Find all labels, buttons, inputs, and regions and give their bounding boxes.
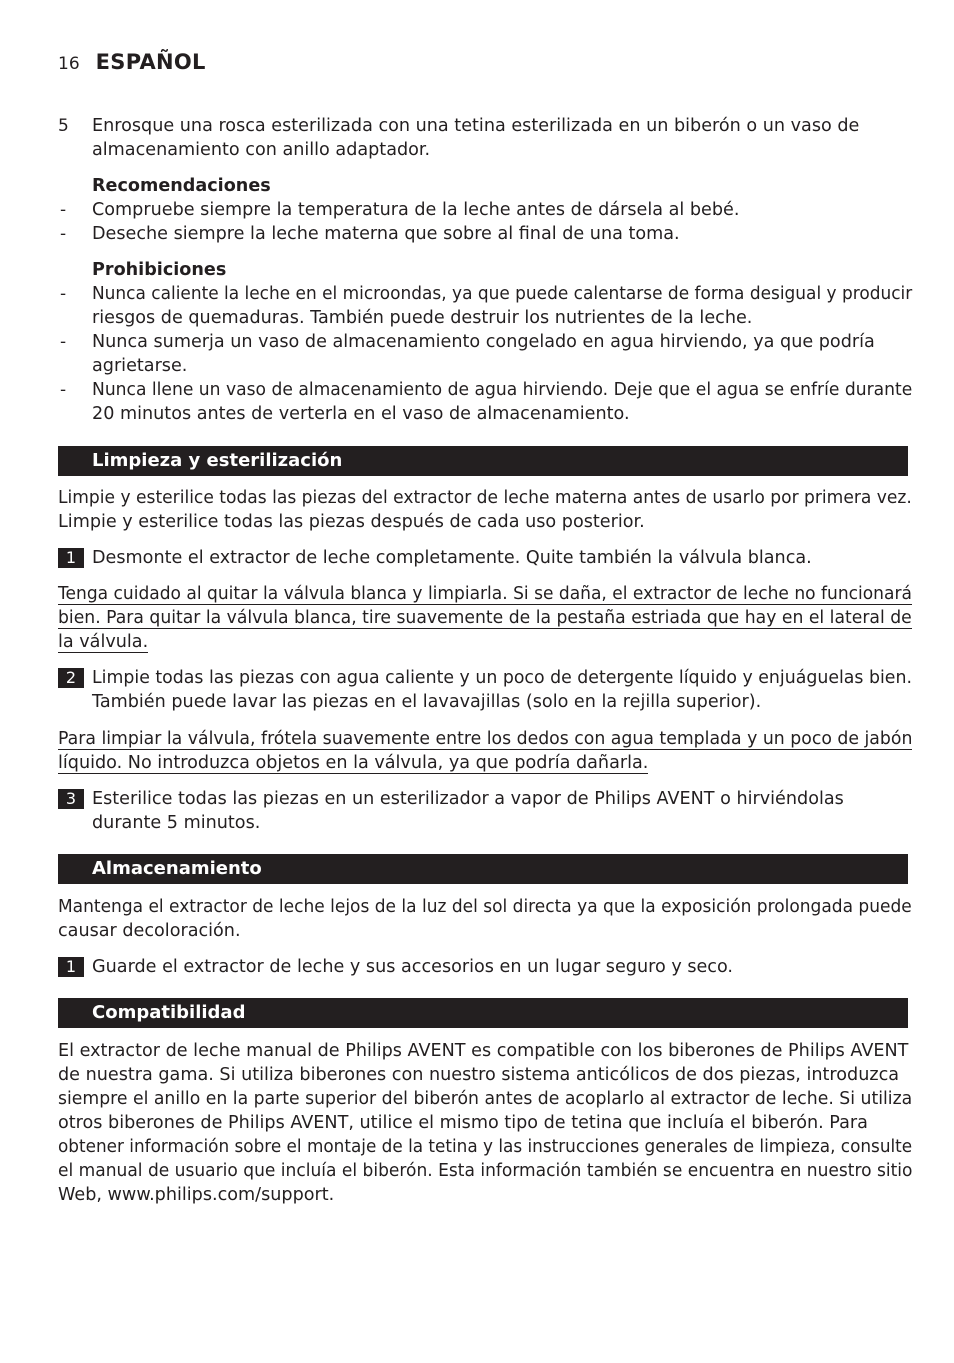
compatibilidad-line: El extractor de leche manual de Philips AVENT es compatible con los biberones de Philips AVENT xyxy=(58,1041,909,1061)
note-text: bien. Para quitar la válvula blanca, tire suavemente de la pestaña estriada que hay en el lateral de xyxy=(58,608,912,628)
step-text: También puede lavar las piezas en el lavavajillas (solo en la rejilla superior). xyxy=(92,692,762,712)
almacenamiento-intro-line: causar decoloración. xyxy=(58,921,241,941)
compatibilidad-line: obtener información sobre el montaje de la tetina y las instrucciones generales de limpieza, consulte xyxy=(58,1137,913,1157)
page-header xyxy=(58,50,206,74)
note-line xyxy=(58,751,648,775)
note-line xyxy=(58,582,912,606)
prohibicion-item-line: 20 minutos antes de verterla en el vaso de almacenamiento. xyxy=(92,404,630,424)
note-line xyxy=(58,606,912,630)
recomendacion-item: Deseche siempre la leche materna que sobre al final de una toma. xyxy=(92,224,680,244)
almacenamiento-intro-line: Mantenga el extractor de leche lejos de la luz del sol directa ya que la exposición prolongada puede xyxy=(58,897,912,917)
prohibiciones-title: Prohibiciones xyxy=(92,260,227,280)
step-text: durante 5 minutos. xyxy=(92,813,261,833)
prohibicion-item-line: Nunca llene un vaso de almacenamiento de agua hirviendo. Deje que el agua se enfríe durante xyxy=(92,380,913,400)
note-line xyxy=(58,727,912,751)
bullet-dash: - xyxy=(60,332,67,352)
note-text: Para limpiar la válvula, frótela suavemente entre los dedos con agua templada y un poco de jabón xyxy=(58,729,913,749)
bullet-dash: - xyxy=(60,380,67,400)
step-text: Limpie todas las piezas con agua caliente y un poco de detergente líquido y enjuáguelas bien. xyxy=(92,668,912,688)
section-heading-text: Limpieza y esterilización xyxy=(92,450,343,471)
section-heading-almacenamiento xyxy=(58,854,908,884)
limpieza-intro-line: Limpie y esterilice todas las piezas después de cada uso posterior. xyxy=(58,512,645,532)
compatibilidad-line: siempre el anillo en la parte superior del biberón antes de acoplarlo al extractor de leche. Si utiliza xyxy=(58,1089,913,1109)
bullet-dash: - xyxy=(60,284,67,304)
compatibilidad-line: otros biberones de Philips AVENT, utilice el mismo tipo de tetina que incluía el biberón. Para xyxy=(58,1113,868,1133)
section-heading-text: Almacenamiento xyxy=(92,858,262,879)
step-text: Desmonte el extractor de leche completamente. Quite también la válvula blanca. xyxy=(92,548,812,568)
bullet-dash: - xyxy=(60,200,67,220)
note-text: líquido. No introduzca objetos en la válvula, ya que podría dañarla. xyxy=(58,753,649,773)
prohibicion-item-line: riesgos de quemaduras. También puede destruir los nutrientes de la leche. xyxy=(92,308,753,328)
prohibicion-item-line: agrietarse. xyxy=(92,356,188,376)
language-title: ESPAÑOL xyxy=(95,50,206,74)
prohibicion-item-line: Nunca caliente la leche en el microondas, ya que puede calentarse de forma desigual y producir xyxy=(92,284,913,304)
recomendacion-item: Compruebe siempre la temperatura de la leche antes de dársela al bebé. xyxy=(92,200,740,220)
note-text: Tenga cuidado al quitar la válvula blanca y limpiarla. Si se daña, el extractor de leche no funcionará xyxy=(58,584,912,604)
section-heading-compatibilidad xyxy=(58,998,908,1028)
step5-line1: Enrosque una rosca esterilizada con una tetina esterilizada en un biberón o un vaso de xyxy=(92,116,860,136)
step-text: Esterilice todas las piezas en un esterilizador a vapor de Philips AVENT o hirviéndolas xyxy=(92,789,844,809)
step-number: 5 xyxy=(58,116,69,136)
bullet-dash: - xyxy=(60,224,67,244)
limpieza-intro-line: Limpie y esterilice todas las piezas del extractor de leche materna antes de usarlo por primera vez. xyxy=(58,488,912,508)
step-badge: 2 xyxy=(58,668,84,688)
section-heading-text: Compatibilidad xyxy=(92,1002,246,1023)
note-text: la válvula. xyxy=(58,632,149,652)
prohibicion-item-line: Nunca sumerja un vaso de almacenamiento congelado en agua hirviendo, ya que podría xyxy=(92,332,875,352)
section-heading-limpieza xyxy=(58,446,908,476)
compatibilidad-line: Web, www.philips.com/support. xyxy=(58,1185,335,1205)
compatibilidad-line: de nuestra gama. Si utiliza biberones con nuestro sistema anticólicos de dos piezas, introduzca xyxy=(58,1065,900,1085)
step-badge: 1 xyxy=(58,957,84,977)
recomendaciones-title: Recomendaciones xyxy=(92,176,271,196)
step5-line2: almacenamiento con anillo adaptador. xyxy=(92,140,431,160)
page-number: 16 xyxy=(58,54,80,74)
note-line xyxy=(58,630,148,654)
compatibilidad-line: el manual de usuario que incluía el biberón. Esta información también se encuentra en nuestro sitio xyxy=(58,1161,913,1181)
step-badge: 3 xyxy=(58,789,84,809)
step-badge: 1 xyxy=(58,548,84,568)
step-text: Guarde el extractor de leche y sus accesorios en un lugar seguro y seco. xyxy=(92,957,734,977)
